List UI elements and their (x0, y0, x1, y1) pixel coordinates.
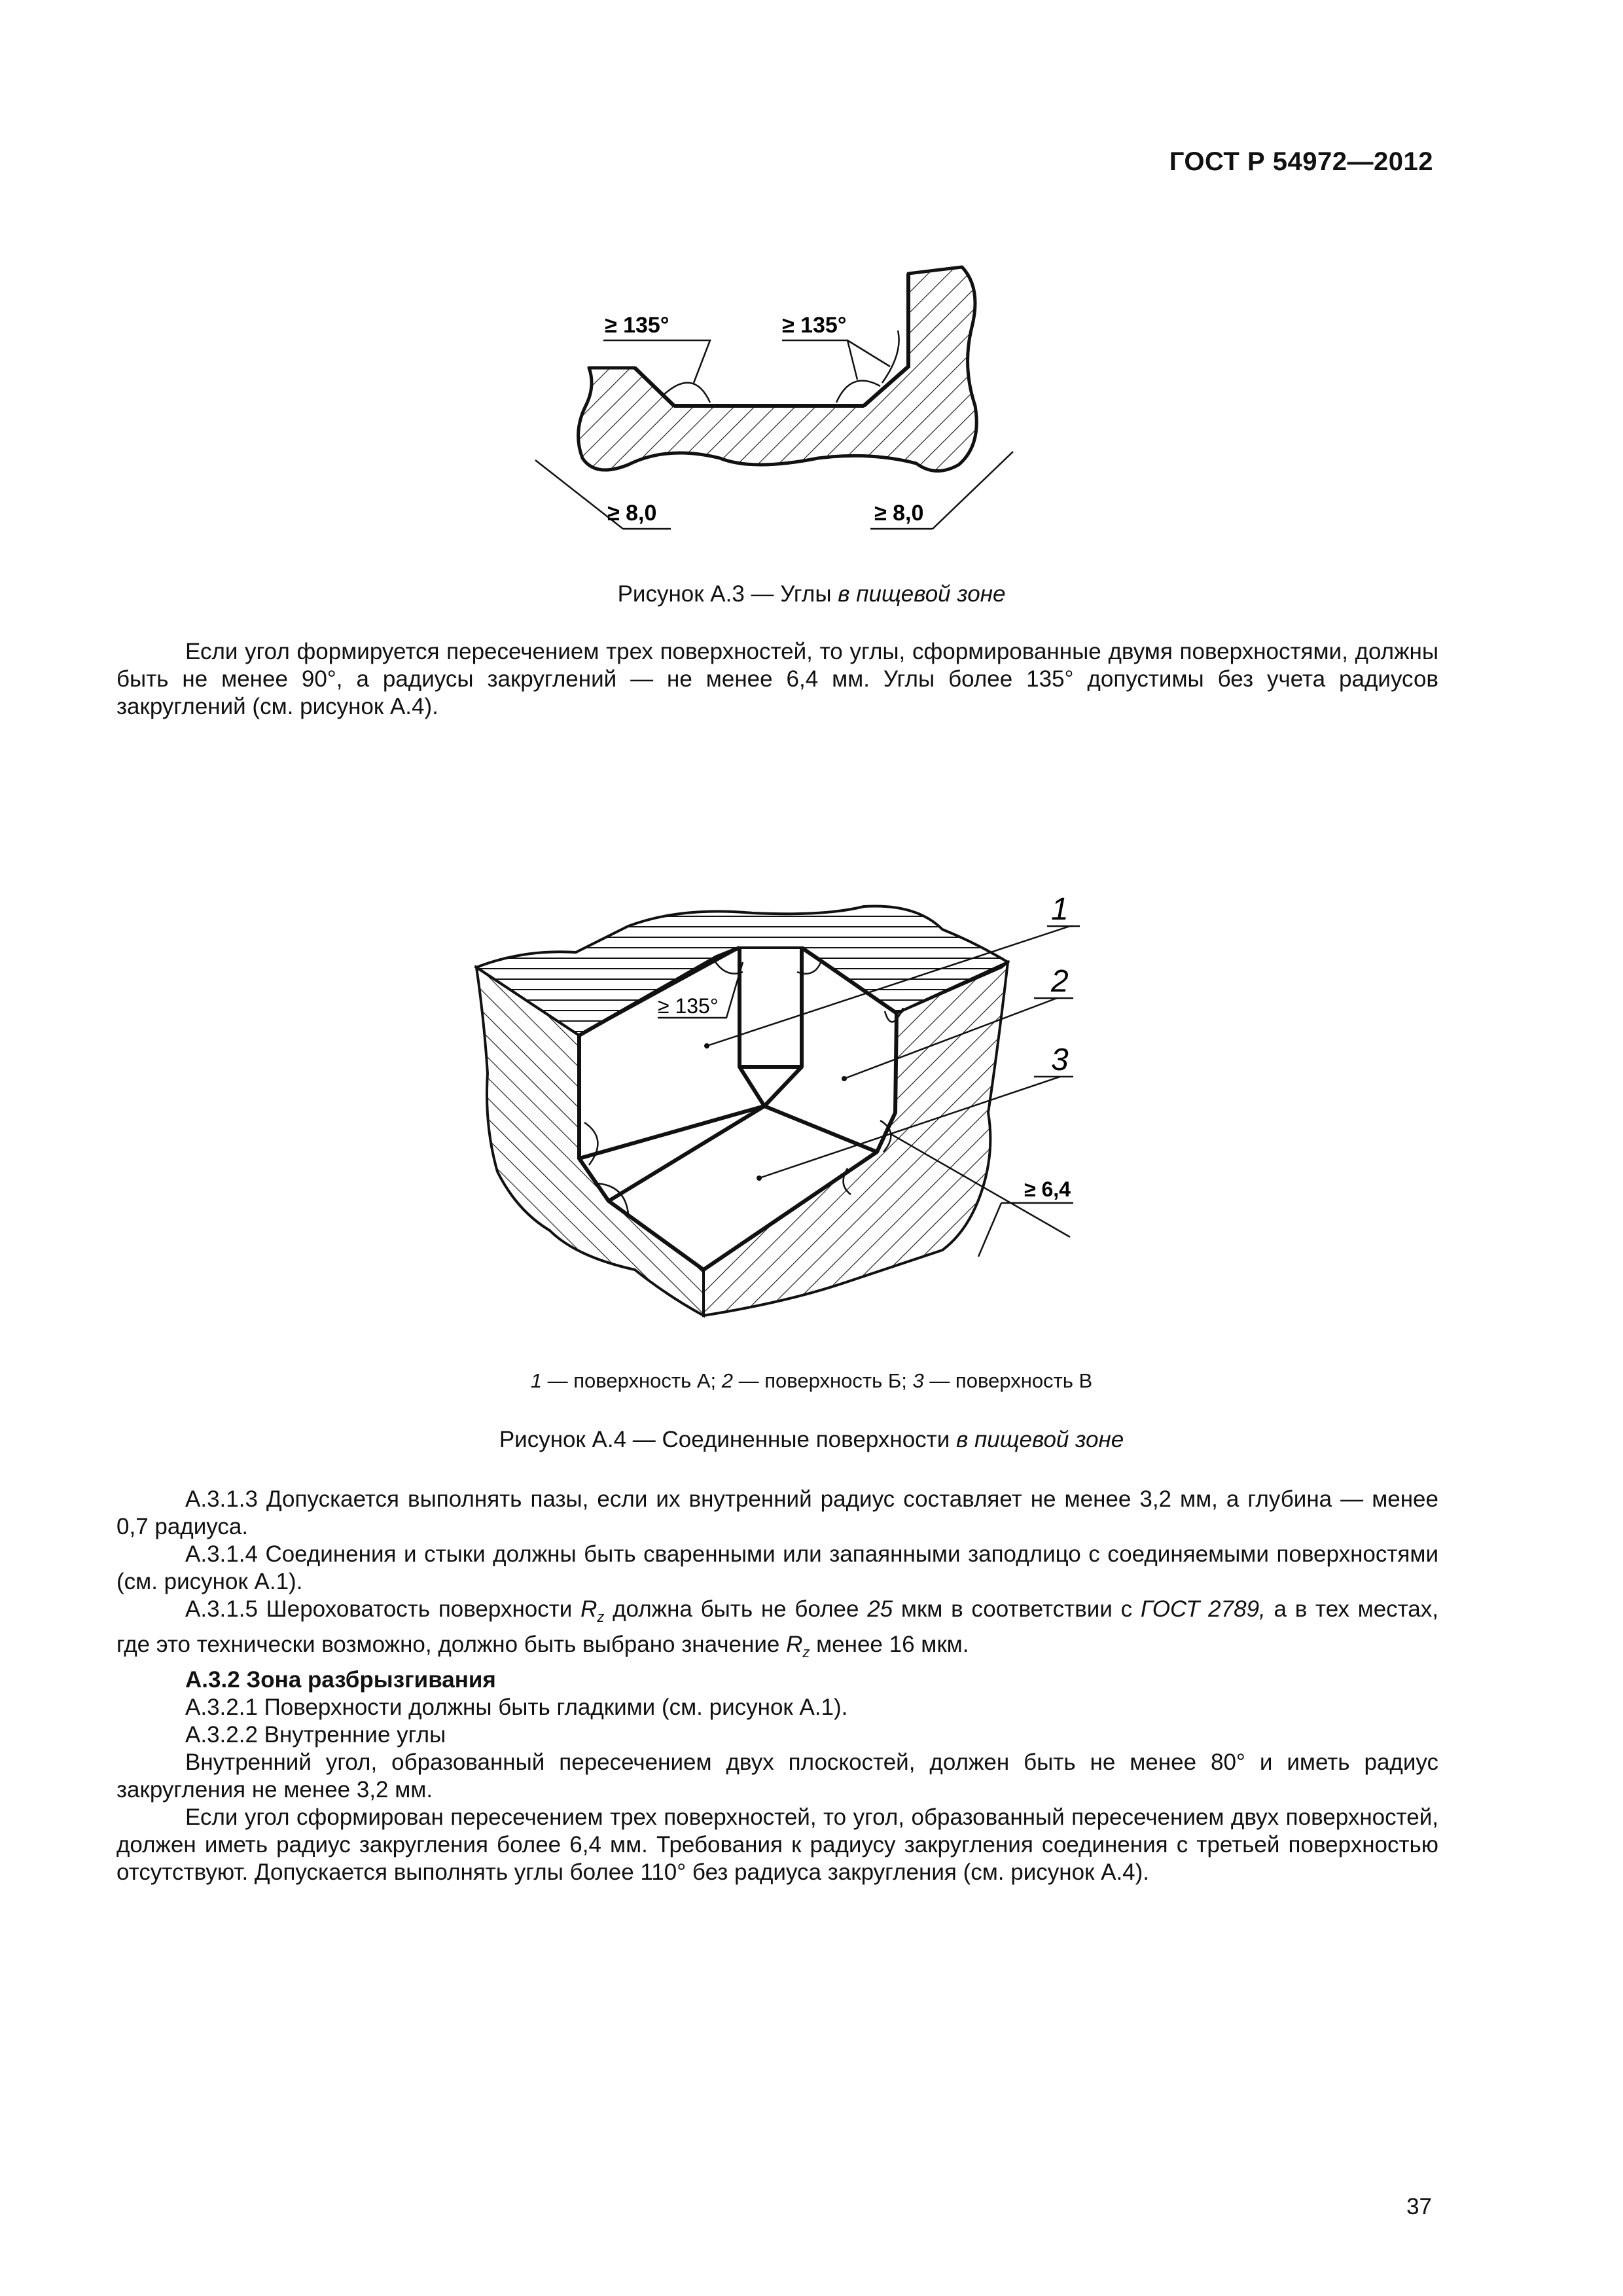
figure-a3-drawing (510, 259, 1047, 547)
figure-a3-dim-left: ≥ 8,0 (607, 501, 657, 526)
figure-a3-angle-left: ≥ 135° (605, 313, 669, 338)
body-text (116, 1486, 1438, 1886)
figure-a4-angle: ≥ 135° (658, 994, 719, 1018)
figure-a3-caption: Рисунок А.3 — Углы в пищевой зоне (617, 581, 1006, 607)
para-a3-2-1: А.3.2.1 Поверхности должны быть гладкими (см. рисунок А.1). (185, 1695, 848, 1720)
para-a3-1-3: А.3.1.3 Допускается выполнять пазы, если их внутренний радиус составляет не менее 3,2 мм, а глубина — менее 0,7 радиуса. (116, 1486, 1438, 1539)
figure-a4-dim: ≥ 6,4 (1024, 1177, 1071, 1201)
para-a3-1-5: А.3.1.5 Шероховатость поверхности $R_z$ должна быть не более 25 мкм в соответствии с ГОСТ 2789, а в тех местах, где это технически возможно, должно быть выбрано значение $R_z$ менее 16 мкм. (116, 1596, 1438, 1660)
figure-a4-label-1: 1 (1051, 892, 1069, 927)
paragraph-1-block (116, 638, 1438, 721)
figure-a4-drawing (458, 877, 1113, 1335)
figure-a4-label-2: 2 (1051, 964, 1069, 999)
para-three-surfaces: Если угол сформирован пересечением трех поверхностей, то угол, образованный пересечением двух поверхностей, должен иметь радиус закругления более 6,4 мм. Требования к радиусу закругления соединения с третьей поверхностью отсутствуют. Допускается выполнять углы более 110° без радиуса закругления (см. рисунок А.4). (116, 1804, 1438, 1885)
figure-a4-label-3: 3 (1051, 1043, 1069, 1077)
para-a3-2-2: А.3.2.2 Внутренние углы (185, 1722, 446, 1748)
para-a3-1-4: А.3.1.4 Соединения и стыки должны быть сваренными или запаянными заподлицо с соединяемыми поверхностями (см. рисунок А.1). (116, 1541, 1438, 1594)
figure-a4-caption: Рисунок А.4 — Соединенные поверхности в пищевой зоне (499, 1427, 1124, 1452)
figure-a4-legend: 1 — поверхность А; 2 — поверхность Б; 3 — поверхность В (530, 1369, 1093, 1392)
paragraph-1: Если угол формируется пересечением трех поверхностей, то углы, сформированные двумя поверхностями, должны быть не менее 90°, а радиусы закруглений — не менее 6,4 мм. Углы более 135° допустимы без учета радиусов закруглений (см. рисунок А.4). (116, 639, 1438, 719)
section-a3-2-title: А.3.2 Зона разбрызгивания (185, 1667, 496, 1693)
page-number: 37 (1406, 2194, 1432, 2219)
figure-a3-angle-right: ≥ 135° (782, 313, 847, 338)
figure-a3-dim-right: ≥ 8,0 (874, 501, 924, 526)
para-inner-angle: Внутренний угол, образованный пересечением двух плоскостей, должен быть не менее 80° и иметь радиус закругления не менее 3,2 мм. (116, 1749, 1438, 1803)
document-header: ГОСТ Р 54972—2012 (1169, 147, 1433, 176)
